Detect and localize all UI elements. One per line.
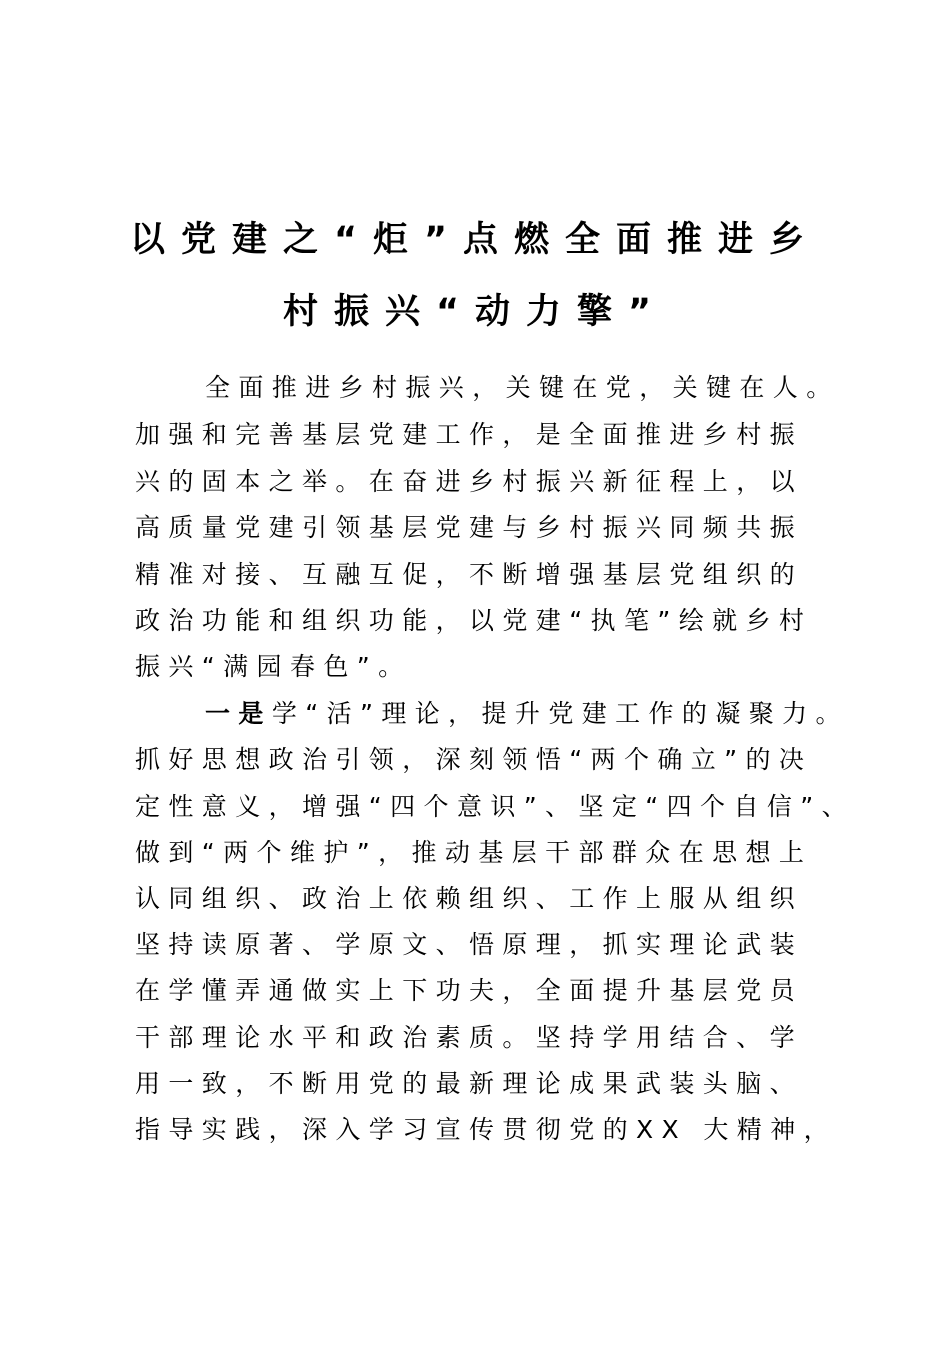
- paragraph-line: 振兴“满园春色”。: [135, 652, 412, 681]
- paragraph-line: 加强和完善基层党建工作，是全面推进乡村振: [135, 420, 804, 449]
- paragraph-line: 定性意义，增强“四个意识”、坚定“四个自信”、: [135, 792, 856, 821]
- section-first-line: [205, 698, 925, 730]
- paragraph-line: 全面推进乡村振兴，关键在党，关键在人。: [205, 373, 840, 402]
- paragraph-line: 做到“两个维护”，推动基层干部群众在思想上: [135, 838, 813, 867]
- paragraph-line: 坚持读原著、学原文、悟原理，抓实理论武装: [135, 930, 804, 959]
- document-title-line-2: 村振兴“动力擎”: [282, 292, 667, 332]
- paragraph-line: 指导实践，深入学习宣传贯彻党的XX 大精神，: [135, 1115, 838, 1144]
- paragraph-line: 高质量党建引领基层党建与乡村振兴同频共振: [135, 513, 804, 542]
- document-title-line-1: 以党建之“炬”点燃全面推进乡: [129, 220, 820, 260]
- paragraph-line: 政治功能和组织功能，以党建“执笔”绘就乡村: [135, 606, 813, 635]
- paragraph-line: 用一致，不断用党的最新理论成果武装头脑、: [135, 1069, 804, 1098]
- section-lead: 一是: [205, 699, 272, 728]
- paragraph-line: 干部理论水平和政治素质。坚持学用结合、学: [135, 1023, 804, 1052]
- paragraph-line: 在学懂弄通做实上下功夫，全面提升基层党员: [135, 976, 804, 1005]
- paragraph-line: 兴的固本之举。在奋进乡村振兴新征程上，以: [135, 467, 804, 496]
- paragraph-line: 精准对接、互融互促，不断增强基层党组织的: [135, 560, 804, 589]
- paragraph-line: 认同组织、政治上依赖组织、工作上服从组织: [135, 884, 804, 913]
- section-first-line-text: 学“活”理论，提升党建工作的凝聚力。: [271, 699, 849, 728]
- paragraph-line: 抓好思想政治引领，深刻领悟“两个确立”的决: [135, 745, 813, 774]
